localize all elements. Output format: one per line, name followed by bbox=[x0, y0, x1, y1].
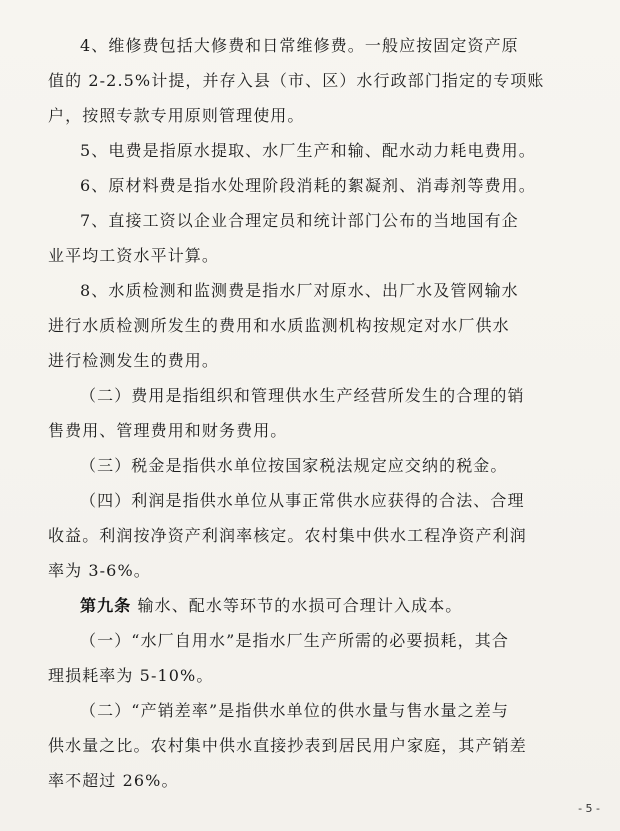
line-13: （三）税金是指供水单位按国家税法规定应交纳的税金。 bbox=[80, 456, 508, 475]
line-2: 值的 2-2.5%计提，并存入县（市、区）水行政部门指定的专项账 bbox=[48, 71, 545, 90]
line-15: 收益。利润按净资产利润率核定。农村集中供水工程净资产利润 bbox=[48, 526, 527, 545]
line-3: 户，按照专款专用原则管理使用。 bbox=[48, 106, 305, 125]
line-17 bbox=[80, 596, 462, 616]
line-5: 6、原材料费是指水处理阶段消耗的絮凝剂、消毒剂等费用。 bbox=[80, 176, 536, 195]
line-10: 进行检测发生的费用。 bbox=[48, 351, 220, 370]
line-8: 8、水质检测和监测费是指水厂对原水、出厂水及管网输水 bbox=[80, 281, 519, 300]
line-22: 率不超过 26%。 bbox=[48, 771, 179, 790]
line-12: 售费用、管理费用和财务费用。 bbox=[48, 421, 288, 440]
line-21: 供水量之比。农村集中供水直接抄表到居民用户家庭，其产销差 bbox=[48, 736, 527, 755]
page-number: - 5 - bbox=[578, 802, 600, 815]
article-label: 第九条 bbox=[80, 596, 132, 615]
line-9: 进行水质检测所发生的费用和水质监测机构按规定对水厂供水 bbox=[48, 316, 510, 335]
line-11: （二）费用是指组织和管理供水生产经营所发生的合理的销 bbox=[80, 386, 525, 405]
line-19: 理损耗率为 5-10%。 bbox=[48, 666, 214, 685]
line-16: 率为 3-6%。 bbox=[48, 561, 151, 580]
line-7: 业平均工资水平计算。 bbox=[48, 246, 220, 265]
line-20: （二）“产销差率”是指供水单位的供水量与售水量之差与 bbox=[80, 701, 509, 720]
line-1: 4、维修费包括大修费和日常维修费。一般应按固定资产原 bbox=[80, 36, 519, 55]
line-14: （四）利润是指供水单位从事正常供水应获得的合法、合理 bbox=[80, 491, 525, 510]
line-4: 5、电费是指原水提取、水厂生产和输、配水动力耗电费用。 bbox=[80, 141, 536, 160]
line-18: （一）“水厂自用水”是指水厂生产所需的必要损耗，其合 bbox=[80, 631, 509, 650]
article-rest: 输水、配水等环节的水损可合理计入成本。 bbox=[131, 596, 463, 615]
line-6: 7、直接工资以企业合理定员和统计部门公布的当地国有企 bbox=[80, 211, 519, 230]
